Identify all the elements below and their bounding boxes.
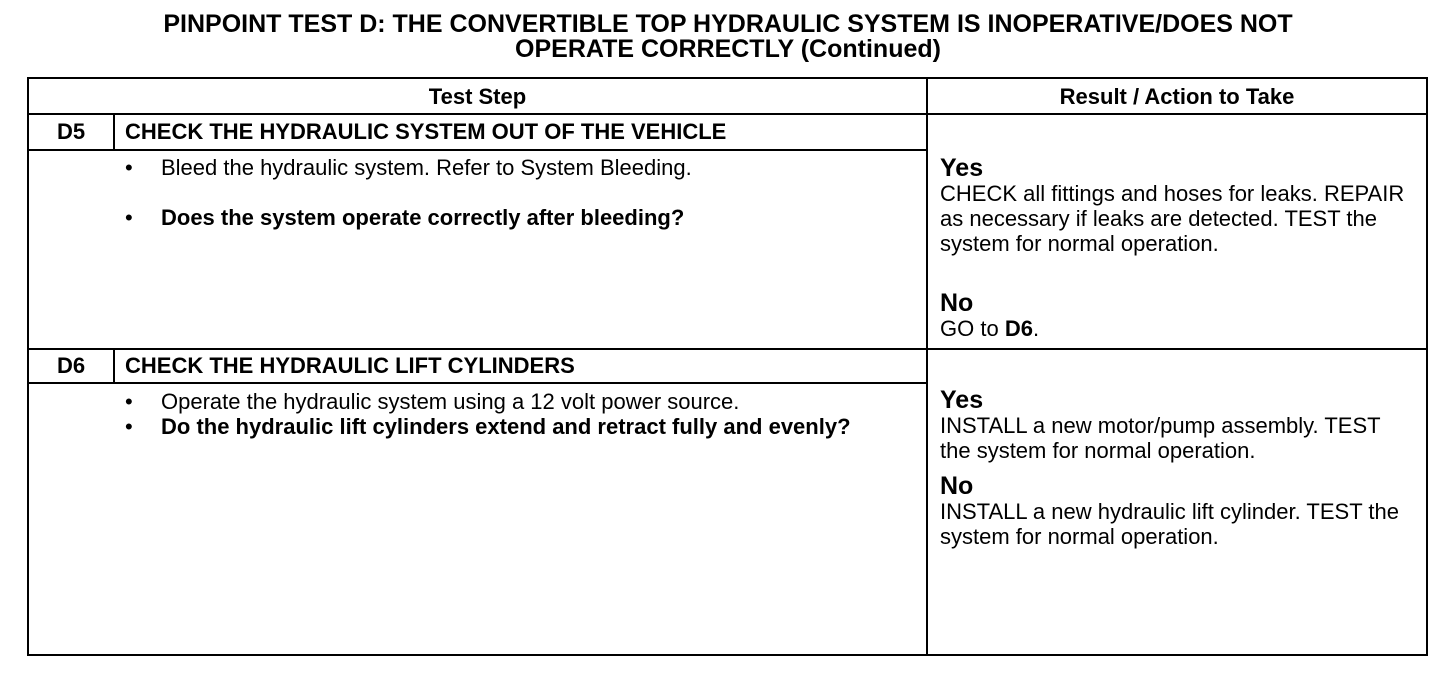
header-result: Result / Action to Take (1059, 84, 1295, 109)
d5-bullet-1: Bleed the hydraulic system. Refer to System Bleeding. (161, 155, 692, 180)
step-title-d5: CHECK THE HYDRAULIC SYSTEM OUT OF THE VEHICLE (125, 119, 727, 144)
d6-bullet-1: Operate the hydraulic system using a 12 volt power source. (161, 389, 740, 414)
no-step-ref: D6 (1004, 316, 1033, 341)
step-title-d6: CHECK THE HYDRAULIC LIFT CYLINDERS (125, 353, 575, 378)
pinpoint-test-table (27, 77, 1428, 656)
no-label: No (940, 289, 974, 317)
bullet-icon: • (125, 389, 133, 414)
title-line-2: OPERATE CORRECTLY (Continued) (515, 35, 941, 63)
bullet-icon: • (125, 155, 133, 180)
page-title (0, 12, 1456, 62)
d6-id-divider (113, 350, 115, 382)
d5-row-divider (29, 348, 1426, 350)
step-id-d6: D6 (56, 353, 86, 378)
d5-result-no (940, 290, 1410, 341)
no-suffix: . (1032, 316, 1040, 341)
yes-label: Yes (940, 154, 984, 182)
d5-result-yes (940, 155, 1410, 256)
d6-bullet-2: Do the hydraulic lift cylinders extend and retract fully and evenly? (161, 414, 851, 439)
step-id-d5: D5 (56, 119, 86, 144)
d6-result-no (940, 473, 1410, 549)
d5-id-divider (113, 115, 115, 149)
column-divider (926, 79, 928, 654)
no-action-text (940, 316, 1410, 341)
no-label: No (940, 472, 974, 500)
header-test-step: Test Step (428, 84, 527, 109)
yes-action-text: CHECK all fittings and hoses for leaks. REPAIR as necessary if leaks are detected. TEST the system for normal operation. (940, 181, 1405, 256)
no-prefix: GO to (940, 316, 999, 341)
no-action-text: INSTALL a new hydraulic lift cylinder. TEST the system for normal operation. (940, 499, 1399, 549)
bullet-icon: • (125, 205, 133, 230)
bullet-icon: • (125, 414, 133, 439)
yes-action-text: INSTALL a new motor/pump assembly. TEST the system for normal operation. (940, 413, 1381, 463)
d5-bullet-2: Does the system operate correctly after bleeding? (161, 205, 685, 230)
d5-title-divider (29, 149, 926, 151)
title-line-1: PINPOINT TEST D: THE CONVERTIBLE TOP HYDRAULIC SYSTEM IS INOPERATIVE/DOES NOT (163, 10, 1293, 38)
yes-label: Yes (940, 386, 984, 414)
d6-result-yes (940, 387, 1410, 463)
d6-title-divider (29, 382, 926, 384)
